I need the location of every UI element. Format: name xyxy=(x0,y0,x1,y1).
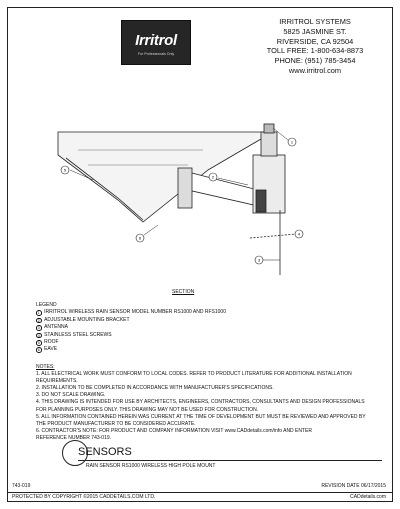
legend-number: 4 xyxy=(37,333,40,338)
legend-item xyxy=(36,324,226,331)
callout-1-label: 1 xyxy=(290,139,294,145)
company-phone: PHONE: (951) 785-3454 xyxy=(274,56,356,66)
legend-item xyxy=(36,332,226,339)
company-tollfree: TOLL FREE: 1-800-634-8873 xyxy=(266,46,364,56)
callout-6 xyxy=(136,234,144,242)
note-line: 4. THIS DRAWING IS INTENDED FOR USE BY ARCHITECTS, ENGINEERS, CONTRACTORS, CONSULTANTS AND DESIGN PROFESSIONALS xyxy=(36,399,365,406)
footer-divider xyxy=(7,492,393,493)
note-line: 3. DO NOT SCALE DRAWING. xyxy=(36,392,106,399)
legend-number: 1 xyxy=(37,311,40,316)
note-line: THE PRODUCT MANUFACTURER TO BE CONSIDERED ACCURATE. xyxy=(36,420,196,427)
title-rule xyxy=(78,460,382,461)
notes xyxy=(36,364,381,442)
legend-title: LEGEND xyxy=(36,302,57,308)
callout-4-label: 4 xyxy=(297,231,301,237)
company-info xyxy=(250,17,380,76)
legend xyxy=(36,302,226,354)
callout-2-label: 2 xyxy=(211,174,215,180)
legend-text: STAINLESS STEEL SCREWS xyxy=(44,331,112,338)
legend-text: ANTENNA xyxy=(44,324,68,331)
note-line: 1. ALL ELECTRICAL WORK MUST CONFORM TO LOCAL CODES. REFER TO PRODUCT LITERATURE FOR ADDITIONAL INSTALLATION xyxy=(36,371,352,378)
copyright-notice: PROTECTED BY COPYRIGHT ©2015 CADDETAILS.COM LTD. xyxy=(12,494,156,500)
cad-details-link[interactable]: CADdetails.com xyxy=(350,494,386,500)
legend-number: 3 xyxy=(37,326,40,331)
logo-tagline: For Professionals Only xyxy=(137,52,175,56)
company-address-1: 5825 JASMINE ST. xyxy=(283,26,347,36)
callout-6-label: 6 xyxy=(138,235,142,241)
installation-drawing xyxy=(48,110,308,280)
section-label: SECTION xyxy=(172,289,195,295)
note-line: 5. ALL INFORMATION CONTAINED HEREIN WAS CURRENT AT THE TIME OF DEVELOPMENT BUT MUST BE REVIEWED AND APPROVED BY xyxy=(36,413,366,420)
callout-5-label: 5 xyxy=(63,167,67,173)
legend-text: IRRITROL WIRELESS RAIN SENSOR MODEL NUMBER RS1000 AND RFS1000 xyxy=(44,309,226,316)
legend-number: 5 xyxy=(37,340,40,345)
note-line: REQUIREMENTS. xyxy=(36,378,78,385)
drawing-title: SENSORS xyxy=(78,446,132,458)
mounting-bracket xyxy=(188,172,258,206)
legend-text: EAVE xyxy=(44,346,58,353)
callout-1 xyxy=(288,138,296,146)
sheet-number: 743-019 xyxy=(12,483,31,489)
irritrol-logo xyxy=(121,20,191,65)
notes-title: NOTES: xyxy=(36,364,55,370)
callout-3 xyxy=(255,256,263,264)
note-line: 6. CONTRACTOR'S NOTE: FOR PRODUCT AND COMPANY INFORMATION VISIT www.CADdetails.com/info AND ENTER xyxy=(36,427,312,434)
company-address-2: RIVERSIDE, CA 92504 xyxy=(276,36,354,46)
logo-wordmark: Irritrol xyxy=(135,32,177,49)
note-line: FOR PLANNING PURPOSES ONLY. THIS DRAWING MAY NOT BE USED FOR CONSTRUCTION. xyxy=(36,406,259,413)
bracket-plate xyxy=(178,168,192,208)
callout-2 xyxy=(209,173,217,181)
callout-3-label: 3 xyxy=(257,257,261,263)
company-name: IRRITROL SYSTEMS xyxy=(279,17,351,26)
company-website[interactable]: www.irritrol.com xyxy=(288,65,342,75)
sensor-cap xyxy=(261,132,277,156)
drawing-subtitle: RAIN SENSOR RS1000 WIRELESS HIGH POLE MOUNT xyxy=(86,463,216,469)
legend-text: ADJUSTABLE MOUNTING BRACKET xyxy=(44,316,130,323)
legend-text: ROOF xyxy=(44,339,59,346)
legend-number: 2 xyxy=(37,318,40,323)
legend-item xyxy=(36,346,226,353)
legend-item xyxy=(36,309,226,316)
legend-item xyxy=(36,339,226,346)
legend-number: 6 xyxy=(37,348,40,353)
note-line: 2. INSTALLATION TO BE COMPLETED IN ACCORDANCE WITH MANUFACTURER'S SPECIFICATIONS. xyxy=(36,385,274,392)
callout-4 xyxy=(295,230,303,238)
revision-date: REVISION DATE 06/17/2015 xyxy=(321,483,386,489)
callout-5 xyxy=(61,166,69,174)
legend-item xyxy=(36,317,226,324)
note-line: REFERENCE NUMBER 743-019. xyxy=(36,434,112,441)
